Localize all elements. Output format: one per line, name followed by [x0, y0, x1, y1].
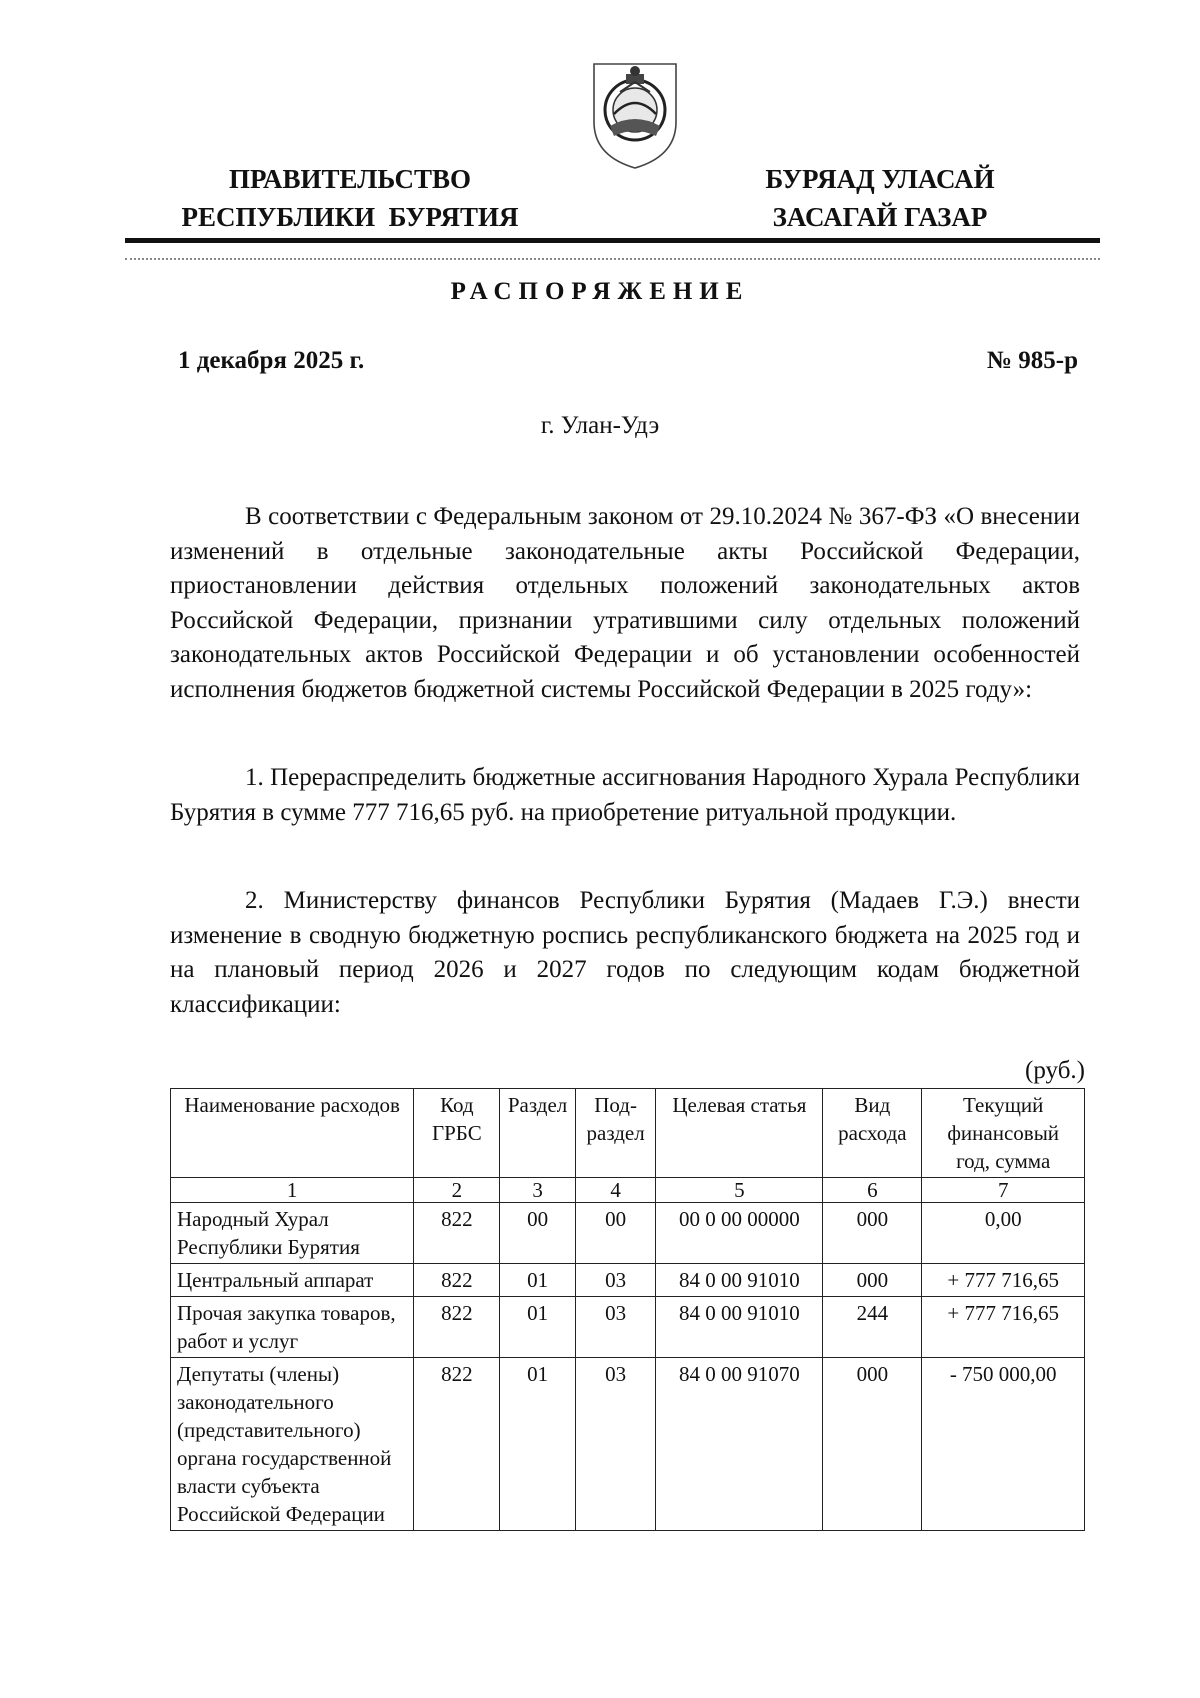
cell-podrazdel: 03 — [575, 1297, 656, 1358]
cell-article: 84 0 00 91010 — [656, 1264, 823, 1297]
cell-grbs: 822 — [414, 1203, 500, 1264]
government-name-bua — [730, 160, 1030, 236]
cell-grbs: 822 — [414, 1358, 500, 1531]
budget-table — [170, 1088, 1085, 1531]
cell-article: 00 0 00 00000 — [656, 1203, 823, 1264]
table-row — [171, 1264, 1085, 1297]
currency-unit: (руб.) — [1025, 1057, 1085, 1084]
cell-vid: 000 — [823, 1264, 922, 1297]
table-row — [171, 1297, 1085, 1358]
table-index-row — [171, 1178, 1085, 1203]
document-number: № 985-р — [986, 347, 1078, 374]
government-name-bua-line1: БУРЯАД УЛАСАЙ — [765, 164, 995, 194]
header-name: Наименование расходов — [171, 1089, 414, 1178]
government-name-bua-line2: ЗАСАГАЙ ГАЗАР — [772, 202, 988, 232]
header-sum: Текущий финансовый год, сумма — [922, 1089, 1085, 1178]
cell-razdel: 01 — [500, 1358, 575, 1531]
government-name-ru — [150, 160, 550, 236]
header-divider — [125, 238, 1100, 243]
cell-podrazdel: 00 — [575, 1203, 656, 1264]
header-podrazdel: Подраздел — [575, 1089, 656, 1178]
cell-vid: 000 — [823, 1358, 922, 1531]
cell-razdel: 01 — [500, 1264, 575, 1297]
document-city: г. Улан-Удэ — [540, 412, 660, 439]
cell-name: Центральный аппарат — [171, 1264, 414, 1297]
cell-grbs: 822 — [414, 1264, 500, 1297]
header-grbs: Код ГРБС — [414, 1089, 500, 1178]
cell-sum: - 750 000,00 — [922, 1358, 1085, 1531]
index-cell: 3 — [500, 1178, 575, 1203]
document-date: 1 декабря 2025 г. — [178, 347, 365, 374]
header-razdel: Раздел — [500, 1089, 575, 1178]
cell-name: Депутаты (члены) законодательного (представительного) органа государственной власти субъекта Российской Федерации — [171, 1358, 414, 1531]
government-name-ru-line1: ПРАВИТЕЛЬСТВО — [228, 164, 472, 194]
header-article: Целевая статья — [656, 1089, 823, 1178]
government-name-ru-line2: РЕСПУБЛИКИ БУРЯТИЯ — [181, 202, 519, 232]
preamble-paragraph: В соответствии с Федеральным законом от 29.10.2024 № 367-ФЗ «О внесении изменений в отдельные законодательные акты Российской Федерации, приостановлении действия отдельных положений законодательных актов Российской Федерации, признании утратившими силу отдельных положений законодательных актов Российской Федерации и об установлении особенностей исполнения бюджетов бюджетной системы Российской Федерации в 2025 году»: — [170, 503, 1080, 703]
table-row — [171, 1203, 1085, 1264]
cell-razdel: 01 — [500, 1297, 575, 1358]
cell-podrazdel: 03 — [575, 1264, 656, 1297]
cell-vid: 000 — [823, 1203, 922, 1264]
header-vid: Вид расхода — [823, 1089, 922, 1178]
item-2-paragraph: 2. Министерству финансов Республики Бурятия (Мадаев Г.Э.) внести изменение в сводную бюджетную роспись республиканского бюджета на 2025 год и на плановый период 2026 и 2027 годов по следующим кодам бюджетной классификации: — [170, 887, 1080, 1018]
index-cell: 7 — [922, 1178, 1085, 1203]
item-1-paragraph: 1. Перераспределить бюджетные ассигнования Народного Хурала Республики Бурятия в сумме 777 716,65 руб. на приобретение ритуальной продукции. — [170, 764, 1080, 826]
table-header-row — [171, 1089, 1085, 1178]
document-title: РАСПОРЯЖЕНИЕ — [450, 278, 750, 305]
cell-podrazdel: 03 — [575, 1358, 656, 1531]
index-cell: 2 — [414, 1178, 500, 1203]
cell-sum: + 777 716,65 — [922, 1264, 1085, 1297]
header-dotted-divider — [125, 258, 1100, 260]
republic-emblem-icon — [590, 52, 680, 172]
cell-sum: + 777 716,65 — [922, 1297, 1085, 1358]
index-cell: 5 — [656, 1178, 823, 1203]
index-cell: 1 — [171, 1178, 414, 1203]
cell-article: 84 0 00 91070 — [656, 1358, 823, 1531]
table-row — [171, 1358, 1085, 1531]
cell-sum: 0,00 — [922, 1203, 1085, 1264]
cell-name: Прочая закупка товаров, работ и услуг — [171, 1297, 414, 1358]
cell-razdel: 00 — [500, 1203, 575, 1264]
cell-grbs: 822 — [414, 1297, 500, 1358]
cell-vid: 244 — [823, 1297, 922, 1358]
cell-name: Народный Хурал Республики Бурятия — [171, 1203, 414, 1264]
cell-article: 84 0 00 91010 — [656, 1297, 823, 1358]
index-cell: 4 — [575, 1178, 656, 1203]
index-cell: 6 — [823, 1178, 922, 1203]
